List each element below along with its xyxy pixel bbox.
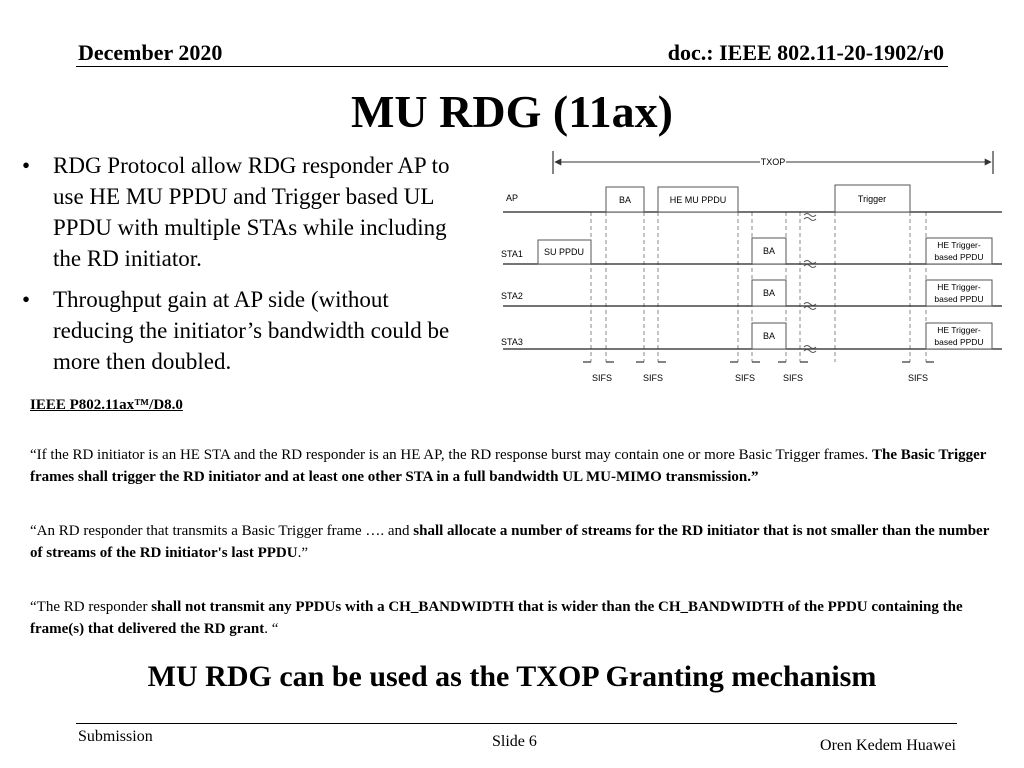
quote-2-end: .” (297, 545, 309, 561)
quote-1-emphasis: The Basic Trigger frames shall trigger the RD initiator and at least one other STA in a full bandwidth UL MU-MIMO transmission.” (30, 447, 987, 485)
row-label-sta1: STA1 (501, 249, 523, 259)
sifs-label: SIFS (642, 373, 664, 383)
sifs-label: SIFS (734, 373, 756, 383)
quote-3-end: . “ (264, 621, 279, 637)
quote-1-text: “If the RD initiator is an HE STA and the RD responder is an HE AP, the RD response burst may contain one or more Basic Trigger frames. (30, 447, 872, 463)
quote-3-text: “The RD responder (30, 599, 152, 615)
txop-label: TXOP (760, 157, 786, 167)
svg-text:based PPDU: based PPDU (934, 294, 984, 304)
sta1-ba-frame (752, 238, 786, 264)
quote-3-emphasis: shall not transmit any PPDUs with a CH_BANDWIDTH that is wider than the CH_BANDWIDTH of the PPDU containing the frame(s) that delivered the RD grant (30, 599, 963, 637)
bullet-text: RDG Protocol allow RDG responder AP to use HE MU PPDU and Trigger based UL PPDU with multiple STAs while including the RD initiator. (53, 153, 450, 271)
svg-text:HE Trigger-: HE Trigger- (937, 325, 981, 335)
svg-text:HE Trigger-: HE Trigger- (937, 240, 981, 250)
ap-he-mu-ppdu-frame (658, 187, 738, 212)
header-doc-id: doc.: IEEE 802.11-20-1902/r0 (667, 40, 944, 65)
svg-text:HE MU PPDU: HE MU PPDU (669, 195, 727, 205)
svg-text:SU PPDU: SU PPDU (543, 247, 585, 257)
quote-2-text: “An RD responder that transmits a Basic Trigger frame …. and (30, 523, 414, 539)
sta2-trigger-based-ppdu-frame (926, 280, 992, 306)
svg-text:BA: BA (618, 195, 632, 205)
quote-2 (30, 520, 1005, 564)
footer-slide-number: Slide 6 (492, 733, 537, 750)
svg-text:based PPDU: based PPDU (934, 337, 984, 347)
svg-text:BA: BA (762, 331, 776, 341)
svg-text:Trigger: Trigger (857, 194, 887, 204)
footer-author: Oren Kedem Huawei (820, 737, 956, 754)
conclusion-tagline: MU RDG can be used as the TXOP Granting mechanism (147, 660, 877, 693)
txop-span (553, 151, 993, 174)
footer-submission: Submission (78, 728, 153, 745)
sifs-label: SIFS (907, 373, 929, 383)
footer-rule (76, 723, 957, 724)
quote-3 (30, 596, 1005, 640)
bullet-text: Throughput gain at AP side (without reducing the initiator’s bandwidth could be more then doubled. (53, 287, 450, 374)
sta2-ba-frame (752, 280, 786, 306)
sifs-label: SIFS (591, 373, 613, 383)
slide-title: MU RDG (11ax) (351, 86, 673, 137)
row-label-ap: AP (506, 193, 519, 203)
sta1-trigger-based-ppdu-frame (926, 238, 992, 264)
svg-text:HE Trigger-: HE Trigger- (937, 282, 981, 292)
sta3-trigger-based-ppdu-frame (926, 323, 992, 349)
bullet-dot-icon: • (22, 287, 31, 312)
ap-trigger-frame (835, 185, 910, 212)
svg-text:based PPDU: based PPDU (934, 252, 984, 262)
quote-1 (30, 444, 1005, 488)
bullet-dot-icon: • (22, 153, 31, 178)
svg-text:BA: BA (762, 288, 776, 298)
ap-ba-frame (606, 187, 644, 212)
time-break-marks (804, 214, 816, 353)
spec-reference: IEEE P802.11ax™/D8.0 (30, 397, 183, 413)
row-label-sta2: STA2 (501, 291, 523, 301)
row-label-sta3: STA3 (501, 337, 523, 347)
svg-text:BA: BA (762, 246, 776, 256)
header-date: December 2020 (78, 40, 223, 65)
sta1-su-ppdu-frame (538, 240, 591, 264)
quote-2-emphasis: shall allocate a number of streams for the RD initiator that is not smaller than the number of streams of the RD initiator's last PPDU (30, 523, 990, 561)
sta3-ba-frame (752, 323, 786, 349)
sifs-label: SIFS (782, 373, 804, 383)
